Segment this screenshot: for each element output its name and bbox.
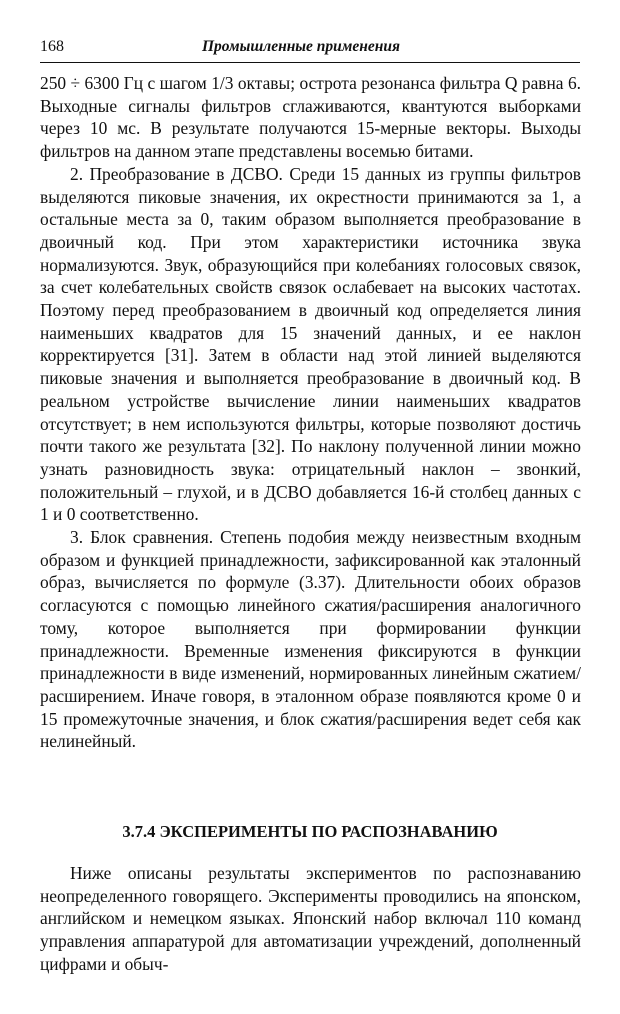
paragraph-dsvo-conversion: 2. Преобразование в ДСВО. Среди 15 данных из группы фильтров выделяются пиковые значения, их окрестности принимаются за 1, а остальные места за 0, таким образом выполняется преобразование в двоичный код. При этом характеристики источника звука нормализуются. Звук, образующийся при колебаниях голосовых связок, за счет колебательных свойств связок ослабевает на высоких частотах. Поэтому перед преобразованием в двоичный код определяется линия наименьших квадратов для 15 значений данных, и ее наклон корректируется [31]. Затем в области над этой линией выделяются пиковые значения и выполняется преобразование в двоичный код. В реальном устройстве вычисление линии наименьших квадратов отсутствует; в нем используются фильтры, которые позволяют достичь почти такого же результата [32]. По наклону полученной линии можно узнать разновидность звука: отрицательный наклон – звонкий, положительный – глухой, и в ДСВО добавляется 16-й столбец данных с 1 и 0 соответственно.: [40, 163, 581, 525]
body-text: [40, 72, 581, 753]
section-body: [40, 862, 581, 976]
running-title: Промышленные применения: [202, 38, 400, 55]
section-heading: 3.7.4 ЭКСПЕРИМЕНТЫ ПО РАСПОЗНАВАНИЮ: [122, 822, 498, 841]
paragraph-experiments: Ниже описаны результаты экспериментов по распознаванию неопределенного говорящего. Эксперименты проводились на японском, английском и немецком языках. Японский набор включал 110 команд управления аппаратурой для автоматизации учреждений, дополненный цифрами и обыч-: [40, 863, 581, 974]
paragraph-continuation: 250 ÷ 6300 Гц с шагом 1/3 октавы; острота резонанса фильтра Q равна 6. Выходные сигналы фильтров сглаживаются, квантуются выборками через 10 мс. В результате получаются 15-мерные векторы. Выходы фильтров на данном этапе представлены восемью битами.: [40, 73, 581, 162]
page-number: 168: [40, 38, 64, 55]
paragraph-comparison-block: 3. Блок сравнения. Степень подобия между неизвестным входным образом и функцией принадлежности, зафиксированной как эталонный образ, вычисляется по формуле (3.37). Длительности обоих образов согласуются с помощью линейного сжатия/расширения аналогичного тому, которое выполняется при формировании функции принадлежности. Временные изменения фиксируются в функции принадлежности в виде изменений, нормированных линейным сжатием/расширением. Иначе говоря, в эталонном образе появляются кроме 0 и 15 промежуточные значения, и блок сжатия/расширения ведет себя как нелинейный.: [40, 527, 581, 752]
running-head: [40, 36, 580, 63]
